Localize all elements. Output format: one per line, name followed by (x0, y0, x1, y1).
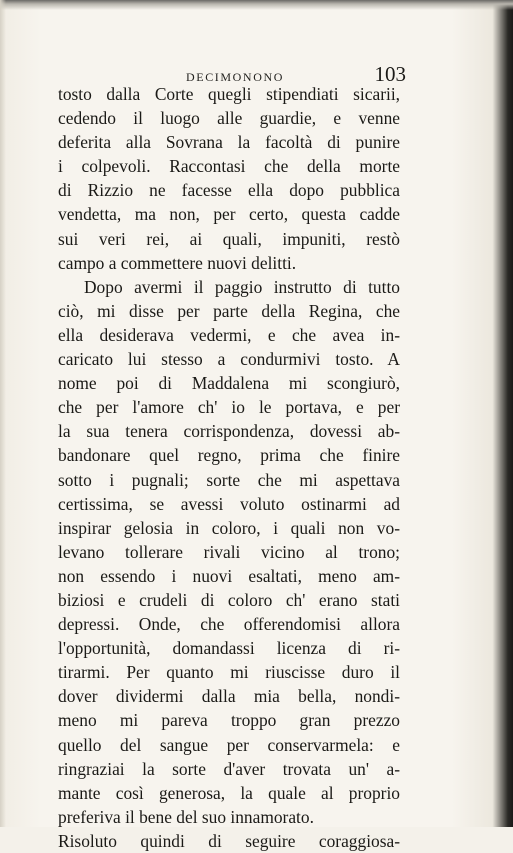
text-line: campo a commettere nuovi delitti. (58, 252, 297, 273)
text-line: meno mi pareva troppo gran prezzo (58, 710, 400, 731)
text-line: dover dividermi dalla mia bella, nondi- (58, 686, 400, 707)
text-line: cedendo il luogo alle guardie, e venne (58, 108, 400, 129)
text-line: vendetta, ma non, per certo, questa cadde (58, 204, 400, 225)
page-left-edge (0, 0, 6, 827)
text-line: tosto dalla Corte quegli stipendiati sicarii, (58, 84, 400, 104)
text-line: ella desiderava vedermi, e che avea in- (58, 324, 400, 345)
text-line: ringraziai la sorte d'aver trovata un' a- (58, 758, 400, 779)
text-line: sotto i pugnali; sorte che mi aspettava (58, 469, 400, 490)
text-line: che per l'amore ch' io le portava, e per (58, 397, 400, 418)
text-line: quello del sangue per conservarmela: e (58, 734, 400, 755)
text-line: deferita alla Sovrana la facoltà di punire (58, 132, 400, 153)
text-line: levano tollerare rivali vicino al trono; (58, 541, 400, 562)
text-line: di Rizzio ne facesse ella dopo pubblica (58, 180, 400, 201)
text-line: tirarmi. Per quanto mi riuscisse duro il (58, 662, 400, 683)
text-line: l'opportunità, domandassi licenza di ri- (58, 638, 400, 659)
text-line: sui veri rei, ai quali, impuniti, restò (58, 228, 400, 249)
text-line: caricato lui stesso a condurmivi tosto. A (58, 349, 400, 370)
text-line: la sua tenera corrispondenza, dovessi ab- (58, 421, 400, 442)
text-line: preferiva il bene del suo innamorato. (58, 806, 314, 827)
running-head: DECIMONONO (186, 70, 284, 84)
text-line: nome poi di Maddalena mi scongiurò, (58, 373, 400, 394)
text-line: Risoluto quindi di seguire coraggiosa- (58, 830, 400, 851)
text-line: mante così generosa, la quale al proprio (58, 782, 400, 803)
text-line: ciò, mi disse per parte della Regina, che (58, 300, 400, 321)
text-line: i colpevoli. Raccontasi che della morte (58, 156, 400, 177)
body-text (58, 82, 400, 853)
text-line: biziosi e crudeli di coloro ch' erano stati (58, 589, 400, 610)
text-line: inspirar gelosia in coloro, i quali non vo- (58, 517, 400, 538)
text-line: non essendo i nuovi esaltati, meno am- (58, 565, 400, 586)
text-line: Dopo avermi il paggio instrutto di tutto (84, 276, 400, 297)
text-line: certissima, se avessi voluto ostinarmi ad (58, 493, 400, 514)
page-number: 103 (374, 62, 406, 86)
page-top-edge-shadow (0, 0, 513, 10)
text-line: bandonare quel regno, prima che finire (58, 445, 400, 466)
text-line: depressi. Onde, che offerendomisi allora (58, 614, 400, 635)
